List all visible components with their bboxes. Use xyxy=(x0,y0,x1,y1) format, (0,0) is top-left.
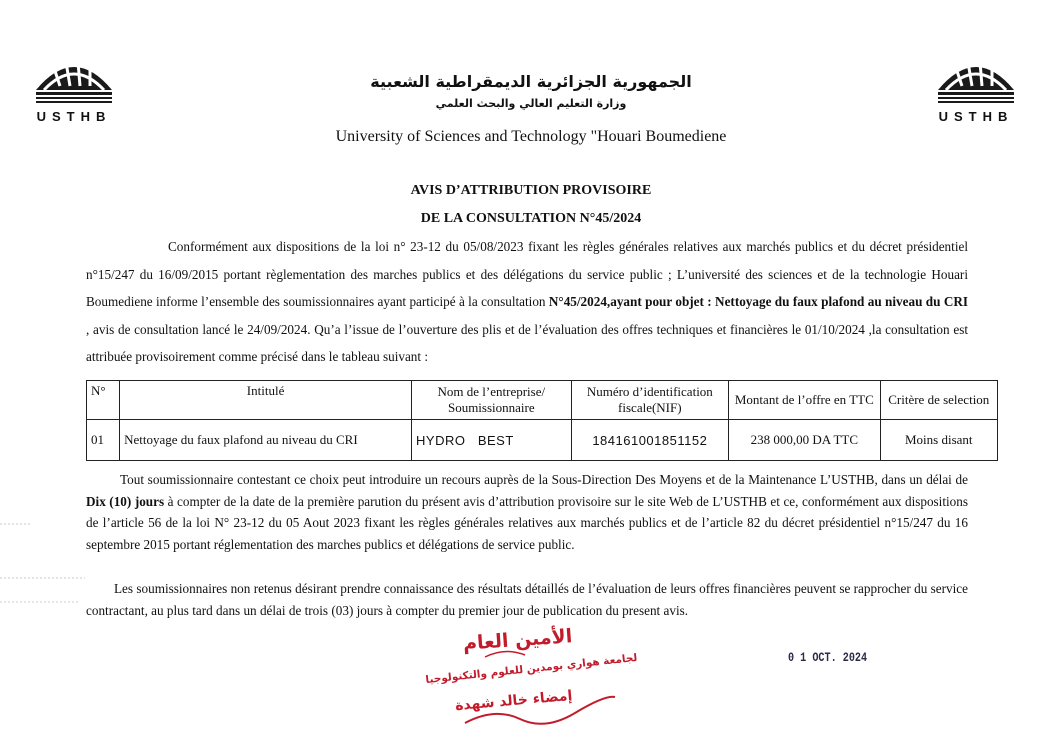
arabic-ministry-heading: وزارة التعليم العالي والبحث العلمي xyxy=(435,97,627,110)
header-num: N° xyxy=(87,381,120,420)
intro-text: Conformément aux dispositions de la loi n° 23-12 du 05/08/2023 fixant les règles générales relatives aux marchés publics et du décret présidentiel n°15/247 du 16/09/2015 portant règlementation des marches publics et des délégations du service public ; L’université des sciences et de la technologie Houari Boumediene informe l’ensemble des soumissionnaires ayant participé à la consultation xyxy=(86,239,968,309)
intro-object: N°45/2024,ayant pour objet : Nettoyage du faux plafond au niveau du CRI xyxy=(548,294,968,309)
consultation-number: DE LA CONSULTATION N°45/2024 xyxy=(420,211,642,226)
cell-intitule: Nettoyage du faux plafond au niveau du CRI xyxy=(120,420,412,461)
university-name: University of Sciences and Technology "Houari Boumediene xyxy=(335,128,727,145)
header-critere: Critère de selection xyxy=(880,381,997,420)
intro-paragraph xyxy=(86,233,968,371)
arabic-republic-heading: الجمهورية الجزائرية الديمقراطية الشعبية xyxy=(370,72,692,91)
recours-delay: Dix (10) jours xyxy=(86,493,165,509)
logo-text: USTHB xyxy=(36,109,112,124)
results-paragraph: Les soumissionnaires non retenus désirant prendre connaissance des résultats détaillés de l’évaluation de leurs offres financières peuvent se rapprocher du service contractant, au plus tard dans un délai de trois (03) jours à compter du premier jour de publication du present avis. xyxy=(86,581,968,618)
cell-montant: 238 000,00 DA TTC xyxy=(729,420,880,461)
cell-num: 01 xyxy=(87,420,120,461)
header-entreprise: Nom de l’entreprise/ Soumissionnaire xyxy=(412,381,572,420)
sig-title: الأمين العام xyxy=(462,625,573,655)
usthb-emblem-icon xyxy=(932,50,1020,108)
attribution-table xyxy=(86,380,998,461)
header-montant: Montant de l’offre en TTC xyxy=(729,381,880,420)
notice-title: AVIS D’ATTRIBUTION PROVISOIRE xyxy=(410,183,652,198)
intro-text-end: , avis de consultation lancé le 24/09/2024. Qu’a l’issue de l’ouverture des plis et de l’évaluation des offres techniques et financières le 01/10/2024 ,la consultation est attribuée provisoirement comme précisé dans le tableau suivant : xyxy=(86,321,968,364)
usthb-logo-left xyxy=(30,50,118,130)
signature-stamp xyxy=(424,625,638,739)
recours-text: Tout soumissionnaire contestant ce choix peut introduire un recours auprès de la Sous-Direction Des Moyens et de la Maintenance L’USTHB, dans un délai de xyxy=(120,472,968,487)
logo-text: USTHB xyxy=(938,109,1014,124)
cell-critere: Moins disant xyxy=(880,420,997,461)
scan-artifact xyxy=(0,520,90,620)
table-row xyxy=(87,420,998,461)
sig-name: إمضاء خالد شهدة xyxy=(454,687,573,715)
sig-subtitle: لجامعة هواري بومدين للعلوم والتكنولوجيا xyxy=(424,651,638,687)
usthb-logo-right xyxy=(932,50,1020,130)
signature-scribble-icon xyxy=(425,627,625,739)
header-nif: Numéro d’identification fiscale(NIF) xyxy=(571,381,729,420)
cell-entreprise: HYDRO BEST xyxy=(412,420,572,461)
header-intitule: Intitulé xyxy=(120,381,412,420)
table-header-row xyxy=(87,381,998,420)
recours-paragraph xyxy=(86,469,968,555)
date-stamp: 0 1 OCT. 2024 xyxy=(788,650,868,665)
recours-text-end: à compter de la date de la première parution du présent avis d’attribution provisoire sur le site Web de L’USTHB et ce, conformément aux dispositions de l’article 56 de la loi N° 23-12 du 05 Aout 2023 fixant les règles générales relatives aux marchés publics et de l’article 82 du décret présidentiel n°15/247 du 16 septembre 2015 portant réglementation des marches publics et délégations de service public. xyxy=(86,493,968,552)
usthb-emblem-icon xyxy=(30,50,118,108)
cell-nif: 184161001851152 xyxy=(571,420,729,461)
